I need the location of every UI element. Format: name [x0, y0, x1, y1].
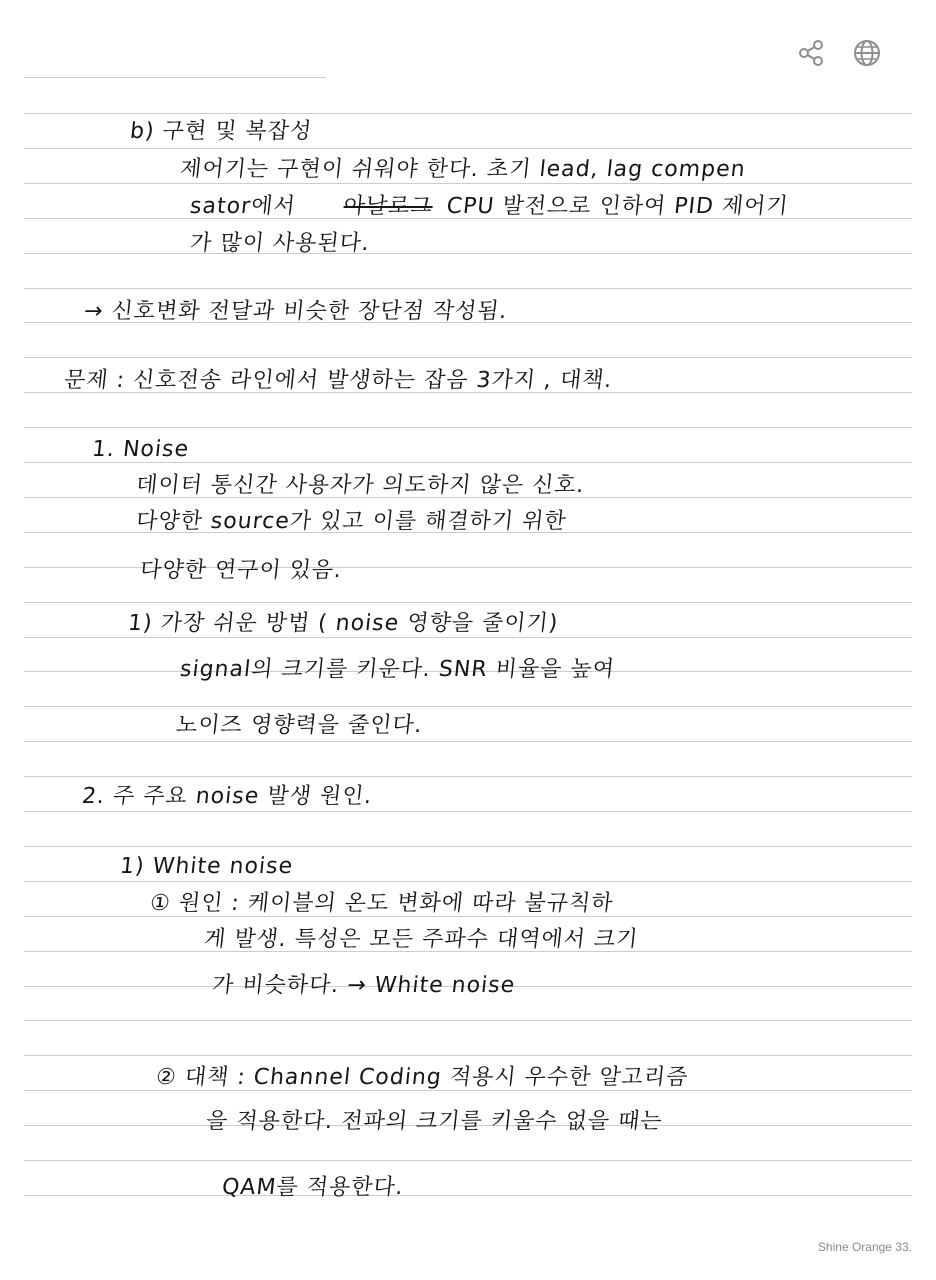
note-line: 노이즈 영향력을 줄인다. — [174, 713, 424, 738]
struck-word: 아날로그 — [342, 194, 434, 219]
note-line: 가 비슷하다. → White noise — [210, 973, 517, 998]
ruled-line — [24, 1160, 912, 1161]
note-line: ① 원인 : 케이블의 온도 변화에 따라 불규칙하 — [148, 891, 615, 916]
ruled-line — [24, 288, 912, 289]
note-line: QAM를 적용한다. — [220, 1175, 405, 1200]
ruled-line — [24, 1055, 912, 1056]
ruled-line — [24, 1020, 912, 1021]
ruled-line — [24, 113, 912, 114]
ruled-line — [24, 741, 912, 742]
ruled-line — [24, 253, 912, 254]
note-line: b) 구현 및 복잡성 — [128, 119, 314, 144]
note-line-part: sator에서 — [188, 194, 297, 219]
ruled-line — [24, 881, 912, 882]
note-line: 데이터 통신간 사용자가 의도하지 않은 신호. — [134, 473, 586, 498]
note-line: signal의 크기를 키운다. SNR 비율을 높여 — [178, 657, 617, 682]
ruled-line — [24, 811, 912, 812]
note-line: → 신호변화 전달과 비슷한 장단점 작성됨. — [82, 299, 509, 324]
note-line: 을 적용한다. 전파의 크기를 키울수 없을 때는 — [204, 1109, 664, 1134]
ruled-line — [24, 427, 912, 428]
ruled-line — [24, 846, 912, 847]
footer-brand: Shine Orange 33. — [817, 1240, 912, 1254]
ruled-line — [24, 776, 912, 777]
note-line: 1) White noise — [118, 854, 295, 879]
note-line: 다양한 연구이 있음. — [138, 558, 344, 583]
note-line: 가 많이 사용된다. — [188, 231, 372, 256]
ruled-line — [24, 357, 912, 358]
note-line: 다양한 source가 있고 이를 해결하기 위한 — [134, 509, 568, 534]
note-line: 1) 가장 쉬운 방법 ( noise 영향을 줄이기) — [126, 611, 560, 636]
note-line: 문제 : 신호전송 라인에서 발생하는 잡음 3가지 , 대책. — [62, 368, 614, 393]
note-line: 제어기는 구현이 쉬워야 한다. 초기 lead, lag compen — [178, 157, 747, 182]
note-line: ② 대책 : Channel Coding 적용시 우수한 알고리즘 — [154, 1065, 690, 1090]
note-line: 1. Noise — [90, 437, 191, 462]
note-line: 게 발생. 특성은 모든 주파수 대역에서 크기 — [202, 927, 640, 952]
ruled-line — [24, 148, 912, 149]
note-line: 2. 주 주요 noise 발생 원인. — [80, 784, 374, 809]
ruled-line — [24, 602, 912, 603]
ruled-line — [24, 1195, 912, 1196]
note-line-part: CPU 발전으로 인하여 PID 제어기 — [445, 194, 790, 219]
note-line — [189, 193, 790, 221]
ruled-line — [24, 706, 912, 707]
